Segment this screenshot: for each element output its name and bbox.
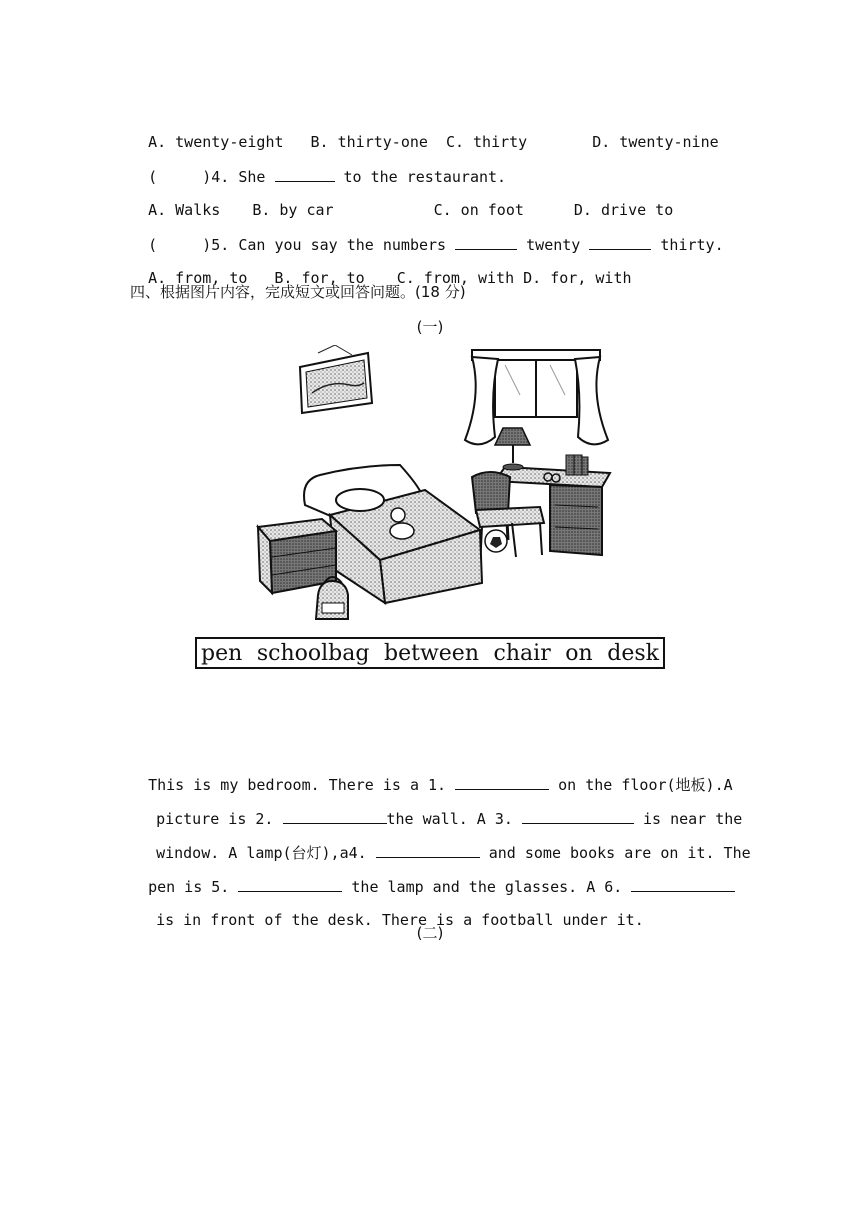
- part-one-label: (一): [416, 318, 444, 336]
- q4-option-a: A. Walks: [148, 201, 221, 219]
- word-bank-item: on: [565, 640, 593, 666]
- passage-text: pen is 5.: [148, 878, 230, 896]
- passage-text: is near the: [643, 810, 743, 828]
- passage-text: picture is 2.: [156, 810, 274, 828]
- q5-post: thirty.: [660, 236, 724, 254]
- q5-pre: 5. Can you say the numbers: [211, 236, 447, 254]
- q4-post: to the restaurant.: [343, 168, 507, 186]
- word-bank-item: schoolbag: [256, 640, 370, 666]
- passage-text: on the floor(地板).A: [558, 776, 733, 794]
- part-two-label: (二): [416, 924, 444, 942]
- bedroom-illustration: [250, 345, 620, 630]
- word-bank-item: chair: [493, 640, 551, 666]
- passage-text: This is my bedroom. There is a 1.: [148, 776, 447, 794]
- q4-paren: ( ): [148, 168, 212, 186]
- window: [465, 350, 608, 444]
- word-bank-item: pen: [201, 640, 243, 666]
- q5-option-c: C. from, with: [396, 269, 515, 287]
- q3-option-c: C. thirty: [445, 133, 528, 151]
- desk: [495, 428, 610, 555]
- passage-text: is in front of the desk. There is a football under it.: [156, 911, 644, 929]
- word-bank-item: desk: [607, 640, 659, 666]
- passage-text: and some books are on it. The: [488, 844, 751, 862]
- chair: [472, 472, 544, 567]
- q3-option-d: D. twenty-nine: [592, 133, 719, 151]
- q5-option-d: D. for, with: [523, 269, 632, 287]
- passage-text: window. A lamp(台灯),a4.: [156, 844, 367, 862]
- q5-mid: twenty: [526, 236, 581, 254]
- q5-option-b: B. for, to: [274, 269, 365, 287]
- q5-option-a: A. from, to: [148, 269, 248, 287]
- q5-paren: ( ): [148, 236, 212, 254]
- q4-pre: 4. She: [211, 168, 266, 186]
- wall-picture: [300, 345, 372, 413]
- q4-option-d: D. drive to: [573, 201, 674, 219]
- section-heading: 四、根据图片内容，完成短文或回答问题。(18 分): [130, 283, 466, 301]
- q3-option-b: B. thirty-one: [310, 133, 428, 151]
- word-bank-item: between: [384, 640, 479, 666]
- q3-option-a: A. twenty-eight: [148, 133, 284, 151]
- q4-option-b: B. by car: [252, 201, 334, 219]
- answer-blank-6: [631, 876, 735, 892]
- word-bank: [195, 637, 665, 669]
- q4-option-c: C. on foot: [433, 201, 524, 219]
- passage-text: the lamp and the glasses. A 6.: [351, 878, 623, 896]
- football: [485, 530, 507, 552]
- passage-text: the wall. A 3.: [386, 810, 513, 828]
